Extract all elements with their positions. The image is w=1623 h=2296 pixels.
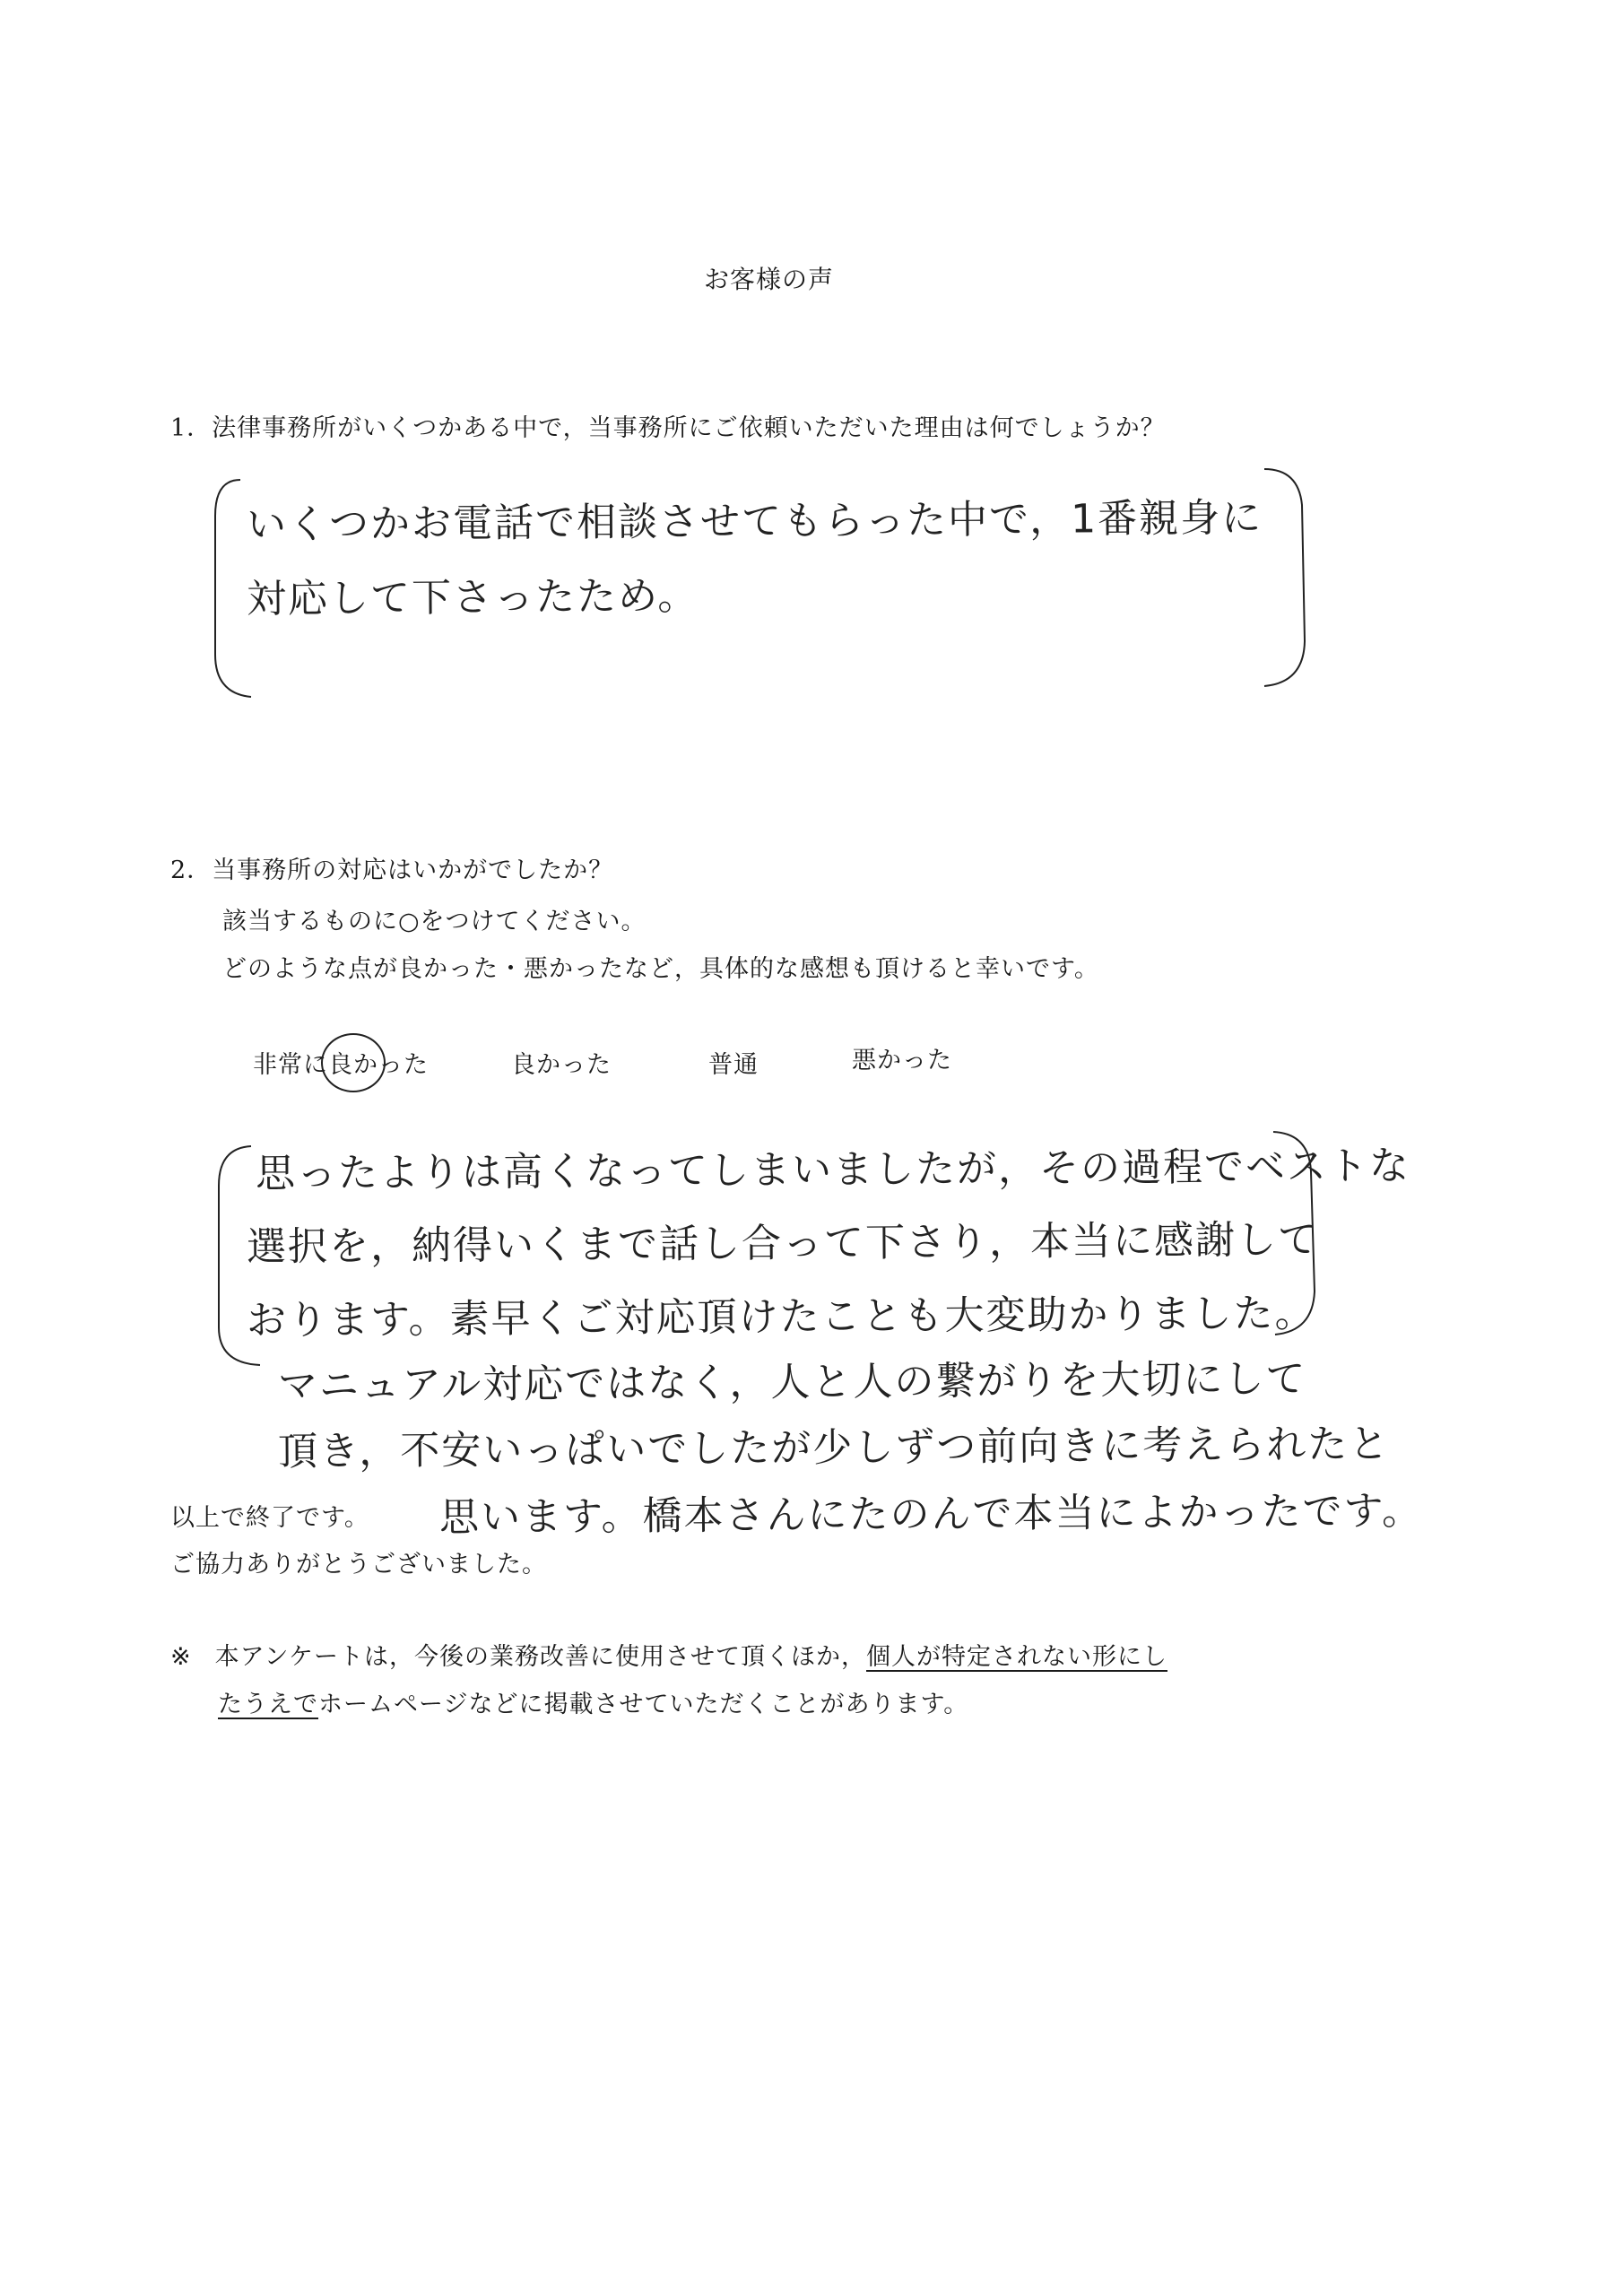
answer-1-line-2: 対応して下さったため。 [246,573,699,622]
question-2: 2．当事務所の対応はいかがでしたか？ [170,857,614,884]
closing-thanks: ご協力ありがとうございました。 [170,1551,547,1578]
page-title: お客様の声 [704,265,835,294]
answer-2-line-2: 選択を，納得いくまで話し合って下さり，本当に感謝して [246,1216,1320,1271]
answer-2-line-6: 思います。橋本さんにたのんで本当によかったです。 [438,1488,1424,1541]
note-text-2: ホームページなどに掲載させていただくことがあります。 [318,1691,969,1718]
option-bad[interactable]: 悪かった [852,1047,952,1074]
note-text-1: 本アンケートは，今後の業務改善に使用させて頂くほか， [214,1643,867,1671]
closing-end: 以上で終了です。 [170,1504,369,1532]
question-2-instruction-2: どのような点が良かった・悪かったなど，具体的な感想も頂けると幸いです。 [222,955,1099,983]
note-mark: ※ [170,1643,192,1671]
option-very-good[interactable]: 非常に良かった [253,1051,429,1079]
note-underlined-2: たうえで [218,1691,318,1718]
option-good[interactable]: 良かった [511,1051,612,1079]
selected-option-circle [321,1033,386,1092]
answer-2-line-3: おります。素早くご対応頂けたことも大変助かりました。 [246,1290,1316,1344]
option-normal[interactable]: 普通 [708,1051,759,1079]
note-underlined-1: 個人が特定されない形にし [866,1643,1168,1671]
note-line-2 [218,1684,968,1719]
answer-2-line-5: 頂き，不安いっぱいでしたが少しずつ前向きに考えられたと [277,1421,1391,1475]
question-1: 1．法律事務所がいくつかある中で，当事務所にご依頼いただいた理由は何でしょうか？ [170,414,1166,442]
question-2-instruction-1: 該当するものに○をつけてください。 [222,908,647,935]
answer-1-line-1: いくつかお電話で相談させてもらった中で，1番親身に [246,495,1263,548]
answer-2-line-4: マニュアル対応ではなく，人と人の繋がりを大切にして [277,1355,1307,1410]
note-line-1 [170,1637,1167,1672]
answer-2-line-1: 思ったよりは高くなってしまいましたが，その過程でベストな [255,1143,1411,1197]
